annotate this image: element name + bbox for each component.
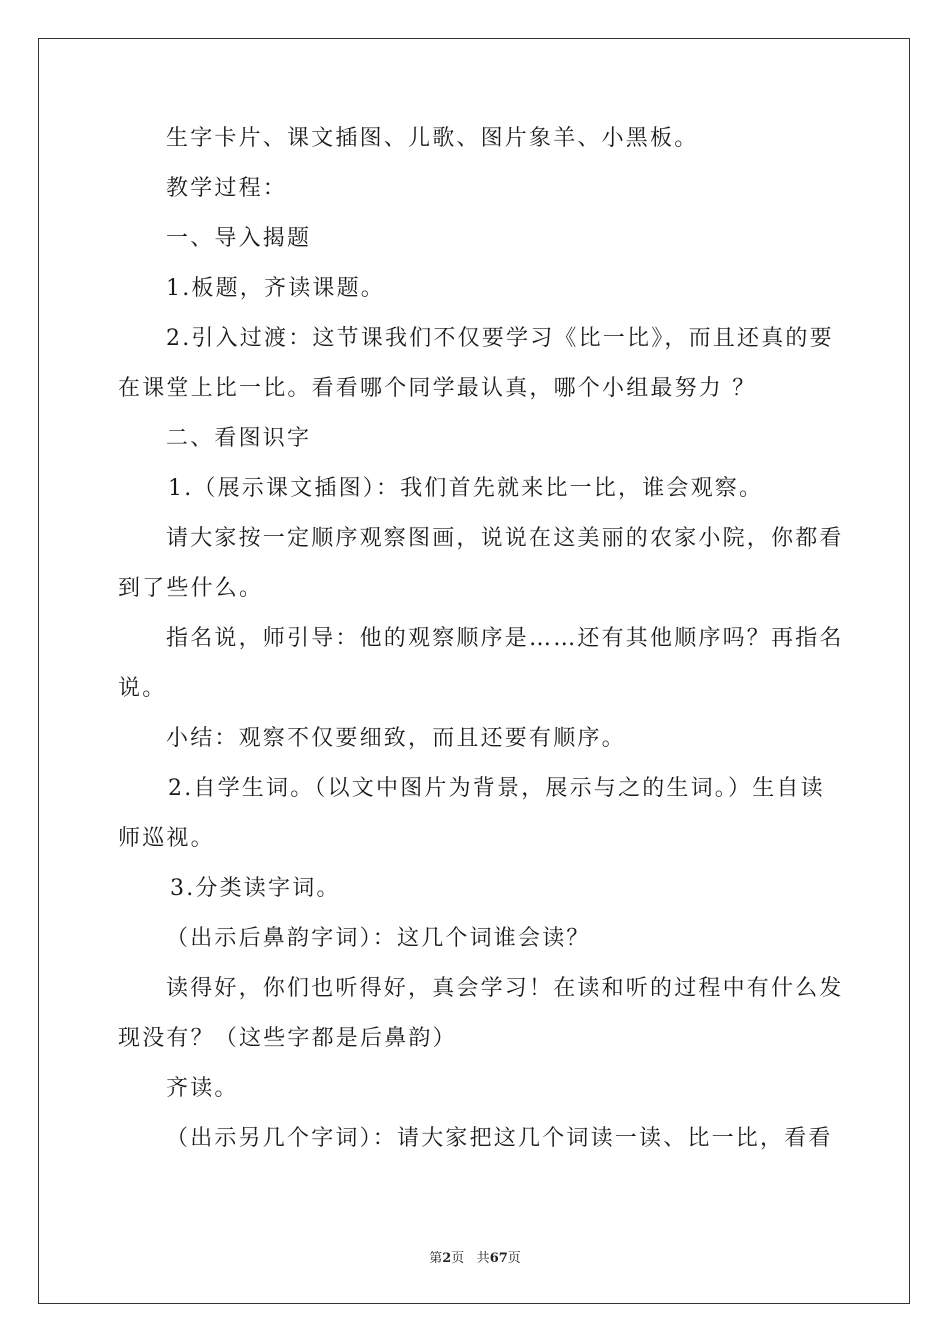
text-line: 师巡视。 xyxy=(118,826,215,851)
text-line: 教学过程： xyxy=(166,176,288,201)
footer-total-prefix: 共 xyxy=(476,1251,490,1266)
text-line: 1.板题，齐读课题。 xyxy=(166,276,385,301)
text-line: 到了些什么。 xyxy=(118,576,264,601)
text-line: 1.（展示课文插图）：我们首先就来比一比，谁会观察。 xyxy=(168,476,764,501)
text-line: 说。 xyxy=(118,676,167,701)
text-line: 读得好，你们也听得好，真会学习！在读和听的过程中有什么发 xyxy=(166,976,844,1001)
text-line: 请大家按一定顺序观察图画，说说在这美丽的农家小院，你都看 xyxy=(166,526,844,551)
footer-total-pages: 67 xyxy=(489,1251,508,1266)
text-line: （出示另几个字词）：请大家把这几个词读一读、比一比，看看 xyxy=(166,1126,833,1151)
text-line: 指名说，师引导：他的观察顺序是……还有其他顺序吗？再指名 xyxy=(166,626,844,651)
text-line: 2.引入过渡：这节课我们不仅要学习《比一比》，而且还真的要 xyxy=(166,326,834,351)
text-line: 二、看图识字 xyxy=(166,426,312,451)
footer-page-prefix: 第 xyxy=(429,1251,443,1266)
text-line: 小结：观察不仅要细致，而且还要有顺序。 xyxy=(166,726,626,751)
text-line: 生字卡片、课文插图、儿歌、图片象羊、小黑板。 xyxy=(166,126,699,151)
text-line: 一、导入揭题 xyxy=(166,226,312,251)
text-line: 现没有？（这些字都是后鼻韵） xyxy=(118,1026,457,1051)
footer-page-number: 2 xyxy=(442,1251,452,1266)
text-line: 3.分类读字词。 xyxy=(170,876,341,901)
text-line: 在课堂上比一比。看看哪个同学最认真，哪个小组最努力 ？ xyxy=(118,376,757,401)
text-line: （出示后鼻韵字词）：这几个词谁会读？ xyxy=(166,926,591,951)
text-line: 齐读。 xyxy=(166,1076,239,1101)
text-line: 2.自学生词。（以文中图片为背景，展示与之的生词。）生自读 xyxy=(168,776,825,801)
footer-total-suffix: 页 xyxy=(507,1251,521,1266)
page-footer xyxy=(0,1247,950,1266)
footer-page-suffix: 页 xyxy=(451,1251,465,1266)
